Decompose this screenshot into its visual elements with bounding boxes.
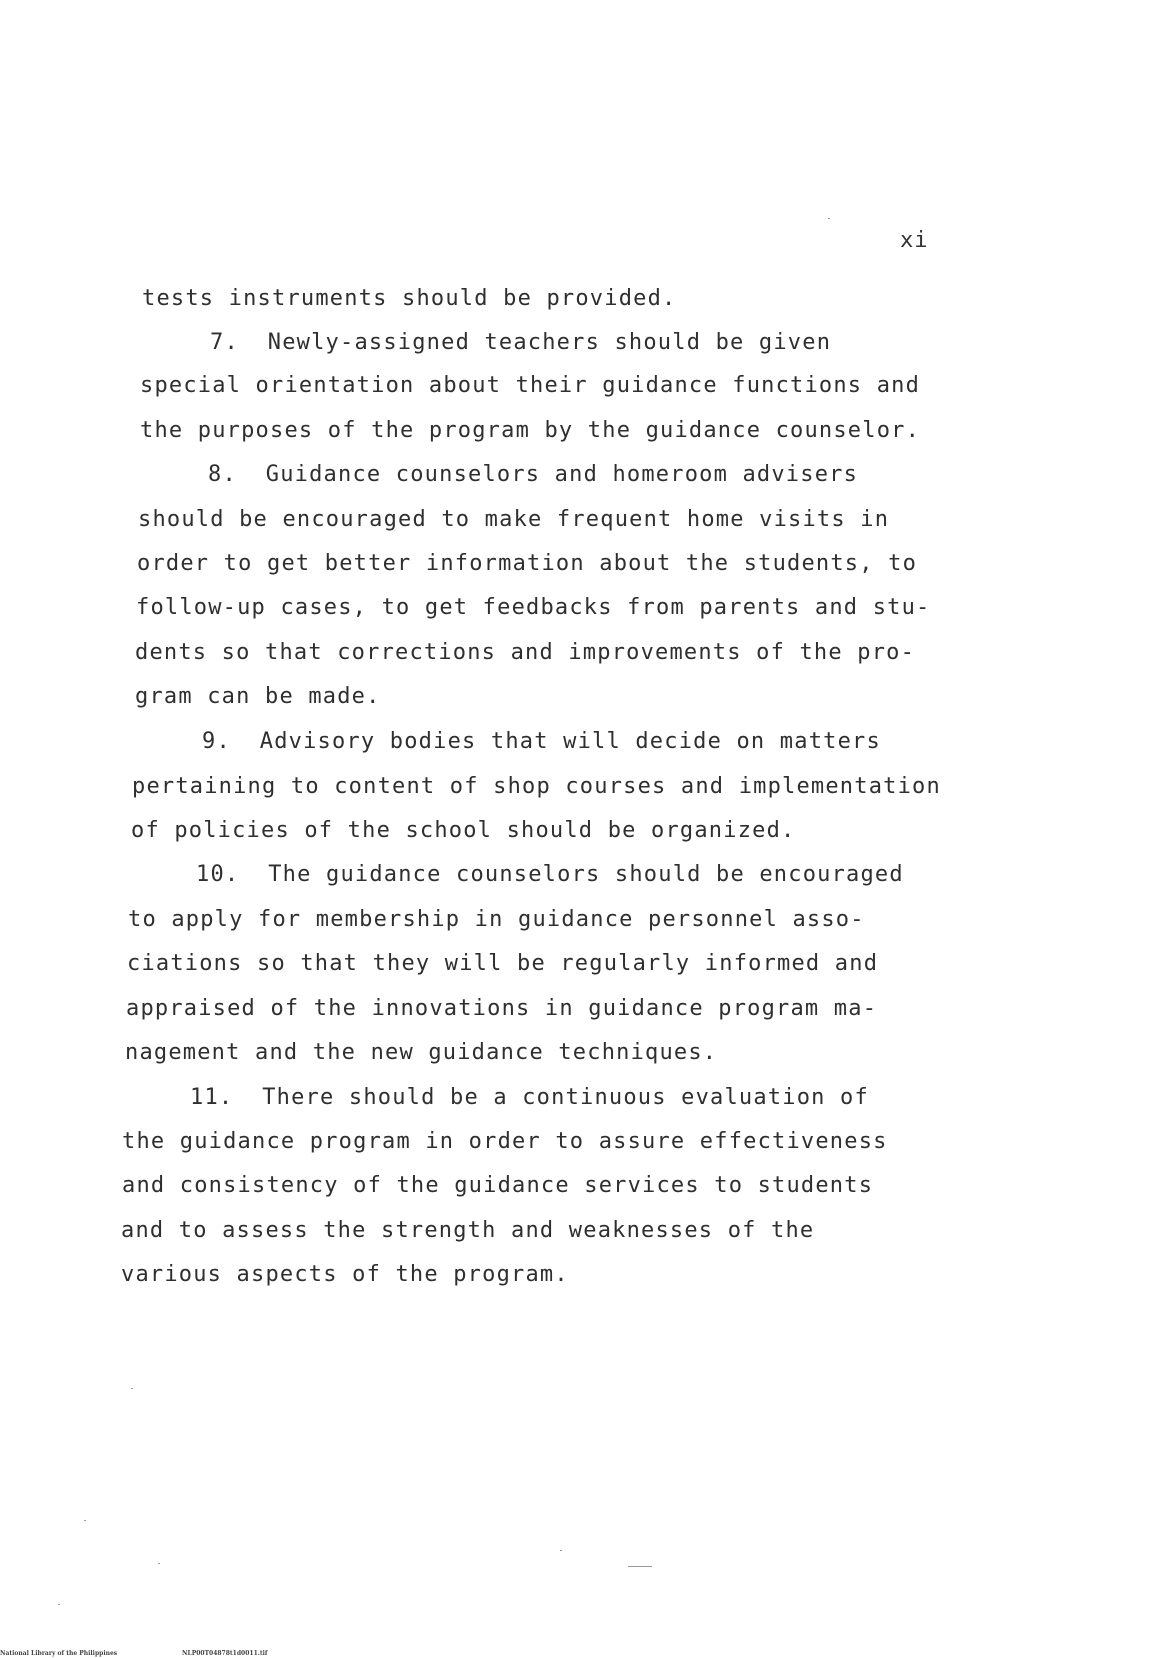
text-line: of policies of the school should be organized.: [131, 818, 796, 843]
text-line: special orientation about their guidance functions and: [140, 373, 921, 398]
text-line: to apply for membership in guidance personnel asso-: [128, 907, 865, 932]
text-line: dents so that corrections and improvements of the pro-: [135, 640, 916, 665]
text-line: gram can be made.: [135, 684, 381, 709]
scan-speck: [560, 1550, 562, 1551]
text-line: 10. The guidance counselors should be encouraged: [196, 862, 904, 887]
scan-speck: [628, 1566, 652, 1567]
text-line: 9. Advisory bodies that will decide on matters: [202, 729, 881, 754]
scan-speck: [158, 1563, 160, 1564]
text-line: order to get better information about the students, to: [137, 551, 918, 576]
footer-file-id: NLP00T04878t1d0011.tif: [182, 1650, 268, 1657]
scan-speck: [58, 1604, 60, 1605]
text-line: appraised of the innovations in guidance program ma-: [126, 996, 878, 1021]
text-line: and consistency of the guidance services to students: [122, 1173, 874, 1198]
text-line: 8. Guidance counselors and homeroom advisers: [208, 462, 859, 487]
page-number: xi: [900, 228, 929, 253]
footer-library-name: National Library of the Philippines: [0, 1650, 118, 1657]
scan-speck: [131, 1388, 133, 1389]
text-line: tests instruments should be provided.: [142, 286, 677, 311]
text-line: 7. Newly-assigned teachers should be given: [210, 330, 832, 355]
text-line: should be encouraged to make frequent home visits in: [138, 507, 890, 532]
text-line: the purposes of the program by the guidance counselor.: [140, 418, 921, 443]
text-line: the guidance program in order to assure effectiveness: [122, 1129, 888, 1154]
text-line: ciations so that they will be regularly informed and: [127, 951, 879, 976]
text-line: pertaining to content of shop courses and implementation: [132, 774, 941, 799]
text-line: and to assess the strength and weaknesses of the: [121, 1218, 815, 1243]
text-line: various aspects of the program.: [121, 1262, 569, 1287]
text-line: 11. There should be a continuous evaluation of: [190, 1085, 869, 1110]
scan-speck: [828, 218, 830, 219]
text-line: follow-up cases, to get feedbacks from parents and stu-: [136, 595, 931, 620]
text-line: nagement and the new guidance techniques.: [125, 1040, 718, 1065]
scan-speck: [84, 1520, 86, 1521]
